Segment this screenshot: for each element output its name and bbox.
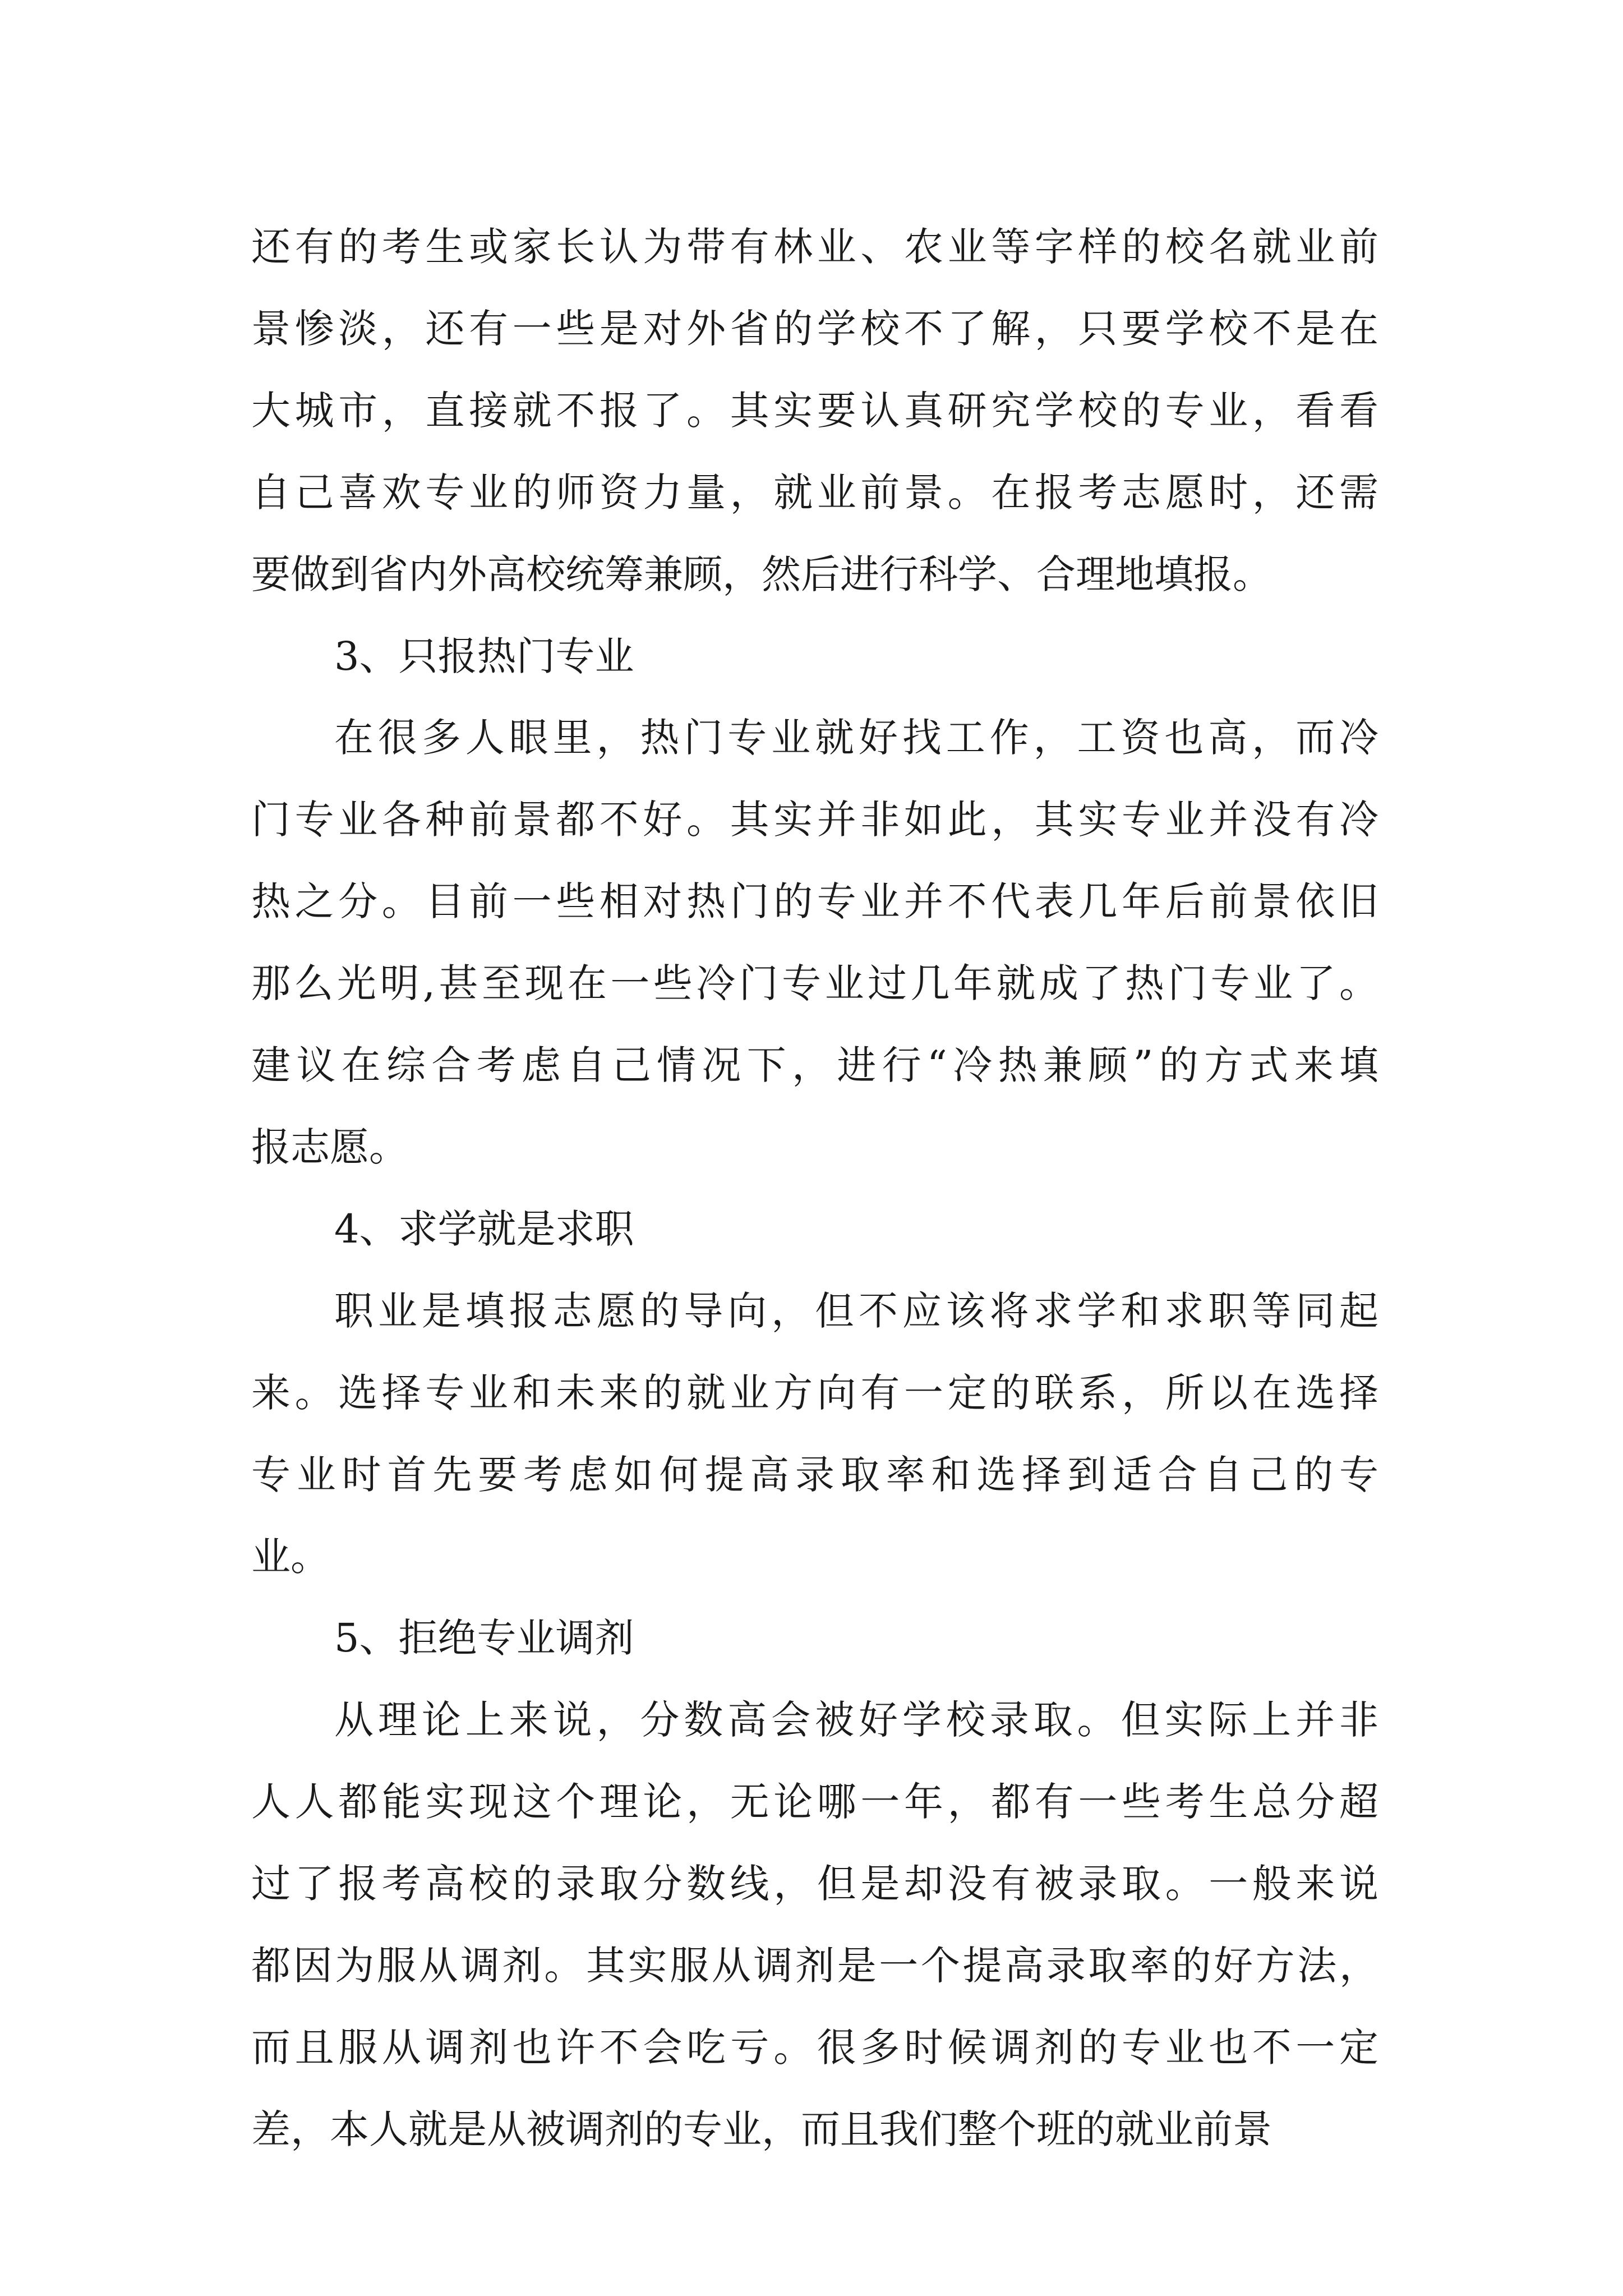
paragraph-line: 来。选择专业和未来的就业方向有一定的联系，所以在选择 xyxy=(251,1369,1378,1416)
document-body xyxy=(251,206,1378,2171)
paragraph-line: 报志愿。 xyxy=(251,1124,408,1170)
paragraph-line: 差，本人就是从被调剂的专业，而且我们整个班的就业前景 xyxy=(251,2106,1272,2152)
paragraph-line: 门专业各种前景都不好。其实并非如此，其实专业并没有冷 xyxy=(251,797,1378,843)
paragraph-line: 人人都能实现这个理论，无论哪一年，都有一些考生总分超 xyxy=(251,1779,1378,1825)
paragraph xyxy=(251,206,1378,616)
paragraph-line: 专业时首先要考虑如何提高录取率和选择到适合自己的专 xyxy=(251,1451,1378,1498)
paragraph-line: 而且服从调剂也许不会吃亏。很多时候调剂的专业也不一定 xyxy=(251,2024,1378,2070)
paragraph xyxy=(251,1680,1378,2170)
paragraph-line: 热之分。目前一些相对热门的专业并不代表几年后前景依旧 xyxy=(251,878,1378,925)
paragraph-line: 过了报考高校的录取分数线，但是却没有被录取。一般来说 xyxy=(251,1861,1378,1907)
paragraph xyxy=(251,1271,1378,1598)
section-heading xyxy=(251,616,1378,698)
heading-text: 4、求学就是求职 xyxy=(334,1205,634,1252)
paragraph-line: 自己喜欢专业的师资力量，就业前景。在报考志愿时，还需 xyxy=(251,469,1378,516)
paragraph-line: 从理论上来说，分数高会被好学校录取。但实际上并非 xyxy=(334,1697,1378,1743)
paragraph-line: 职业是填报志愿的导向，但不应该将求学和求职等同起 xyxy=(334,1287,1378,1334)
paragraph-line: 业。 xyxy=(251,1533,330,1580)
paragraph-line: 在很多人眼里，热门专业就好找工作，工资也高，而冷 xyxy=(334,715,1378,761)
paragraph xyxy=(251,697,1378,1188)
section-heading xyxy=(251,1598,1378,1680)
paragraph-line: 还有的考生或家长认为带有林业、农业等字样的校名就业前 xyxy=(251,224,1378,270)
section-heading xyxy=(251,1189,1378,1271)
paragraph-line: 景惨淡，还有一些是对外省的学校不了解，只要学校不是在 xyxy=(251,305,1378,352)
paragraph-line: 大城市，直接就不报了。其实要认真研究学校的专业，看看 xyxy=(251,387,1378,434)
heading-text: 3、只报热门专业 xyxy=(334,633,634,679)
paragraph-line: 要做到省内外高校统筹兼顾，然后进行科学、合理地填报。 xyxy=(251,551,1272,597)
paragraph-line: 那么光明,甚至现在一些冷门专业过几年就成了热门专业了。 xyxy=(251,960,1378,1007)
paragraph-line: 建议在综合考虑自己情况下，进行“冷热兼顾”的方式来填 xyxy=(251,1042,1378,1089)
heading-text: 5、拒绝专业调剂 xyxy=(334,1615,634,1662)
paragraph-line: 都因为服从调剂。其实服从调剂是一个提高录取率的好方法， xyxy=(251,1943,1378,1989)
